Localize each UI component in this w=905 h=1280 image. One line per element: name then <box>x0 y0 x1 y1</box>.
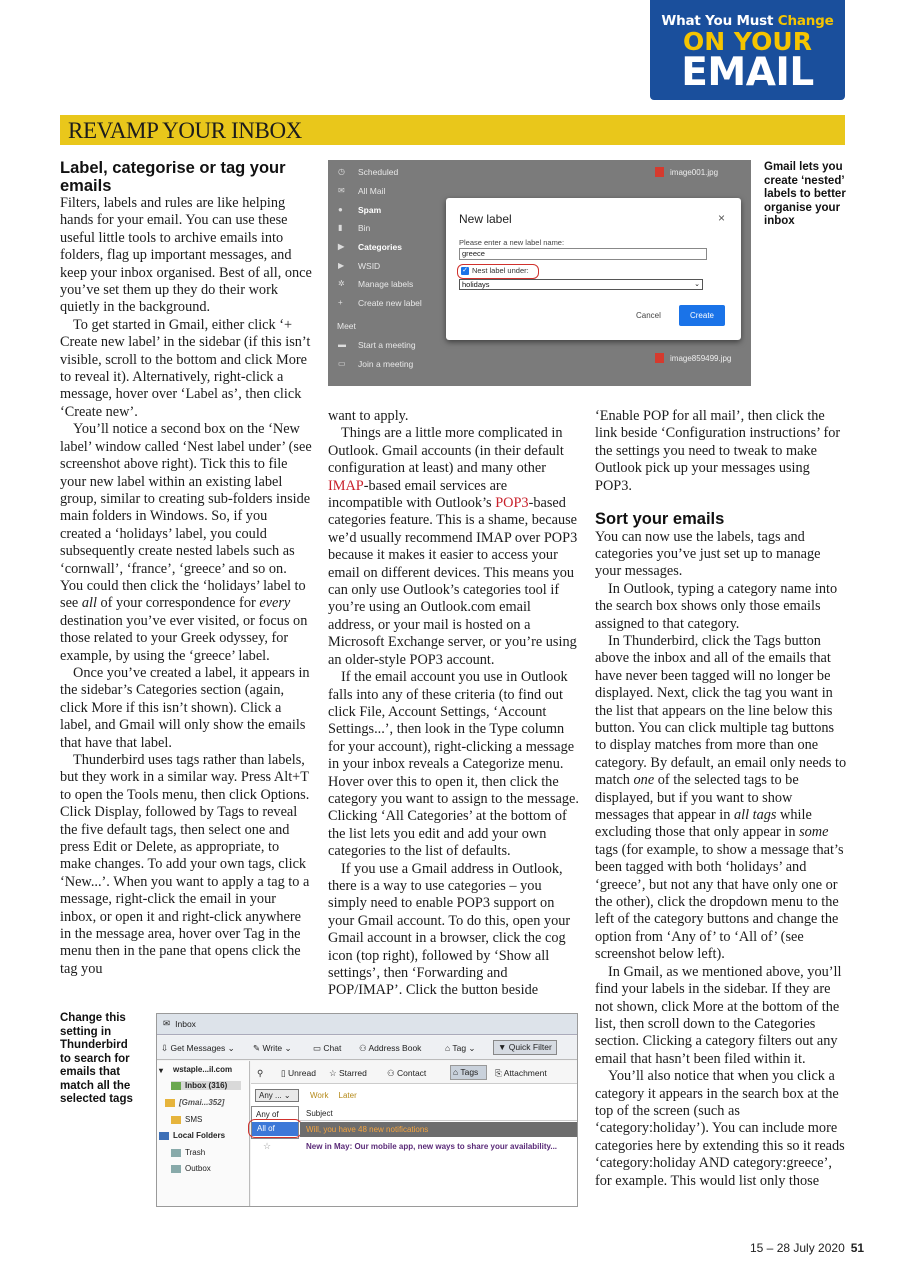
paragraph: Thunderbird uses tags rather than labels, but they work in a similar way. Press Alt+T to open the Tools menu, then click Options. Click Display, followed by Tags to reveal the five default tags, then select one and press Edit or Delete, as appropriate, to make changes. To add your own tags, click ‘New...’. When you want to apply a tag to a message, right-click the email in your inbox, or open it and right-click anywhere in the message area, hover over Tag in the menu then in the pane that opens click the tag you <box>60 752 310 977</box>
option-any-of[interactable]: Any of <box>256 1110 279 1119</box>
highlight-ring <box>248 1119 302 1138</box>
dialog-title: New label <box>459 212 512 226</box>
gear-icon: ✲ <box>338 279 345 288</box>
filter-attachment[interactable]: ⎘ Attachment <box>495 1068 547 1078</box>
tag-match-select[interactable]: Any ... ⌄ <box>255 1089 299 1102</box>
label-name-input[interactable]: greece <box>459 248 707 260</box>
account-folder[interactable]: ▾ wstaple...il.com <box>159 1065 233 1075</box>
filter-starred[interactable]: ☆ Starred <box>329 1068 367 1078</box>
sidebar-item-spam[interactable]: ● Spam <box>338 205 382 215</box>
new-label-dialog <box>446 198 741 340</box>
close-icon[interactable]: × <box>717 211 725 225</box>
sidebar-item-scheduled[interactable]: ◷ Scheduled <box>338 167 399 177</box>
gmail-sidebar <box>328 160 448 386</box>
subheading-sort-emails: Sort your emails <box>595 510 725 529</box>
section-badge <box>650 0 845 100</box>
imap-link: IMAP <box>328 477 364 494</box>
folder-sms[interactable]: SMS <box>171 1115 202 1124</box>
folder-icon <box>171 1116 181 1124</box>
paragraph: In Gmail, as we mentioned above, you’ll find your labels in the sidebar. If they are not shown, click More at the bottom of the list, then scroll down to the Categories section. Clicking a category filters out any email that hasn’t been filed within it. <box>595 963 842 1067</box>
parent-label-select[interactable]: holidays ⌄ <box>459 279 703 290</box>
paragraph: In Outlook, typing a category name into the search box shows only those emails assigned to that category. <box>595 580 838 632</box>
image-file-icon <box>655 167 664 177</box>
tab-inbox[interactable]: ✉ Inbox <box>163 1018 196 1029</box>
article-column-1 <box>60 160 312 978</box>
attachment-chip[interactable]: image001.jpg <box>655 167 718 177</box>
computer-icon <box>159 1132 169 1140</box>
video-icon: ▬ <box>338 340 346 349</box>
gmail-new-label-screenshot <box>328 160 751 386</box>
pop3-link: POP3 <box>495 495 529 512</box>
paragraph: want to apply. <box>328 408 409 424</box>
label-name-prompt: Please enter a new label name: <box>459 238 565 247</box>
paragraph: If you use a Gmail address in Outlook, there is a way to use categories – you simply need to enable POP3 support on your Gmail account. To do this, open your Gmail account in a browser, click the cog icon (top right), followed by ‘Show all settings’, then ‘Forwarding and POP/IMAP’. Click the button beside <box>328 860 571 999</box>
folder-trash[interactable]: Trash <box>171 1148 205 1157</box>
nest-label-checkbox[interactable]: ✓ Nest label under: <box>457 264 539 279</box>
pin-icon[interactable]: ⚲ <box>257 1068 264 1078</box>
tab-bar <box>157 1014 577 1035</box>
account-icon: ▾ <box>159 1065 164 1075</box>
quick-filter-bar <box>251 1061 578 1084</box>
meet-start[interactable]: ▬ Start a meeting <box>338 340 416 350</box>
paragraph: ‘Enable POP for all mail’, then click the link beside ‘Configuration instructions’ for the settings you need to tweak to make Outlook pick up your messages using POP3. <box>595 408 841 494</box>
create-button[interactable]: Create <box>679 305 725 326</box>
subheading-label-categorise: Label, categorise or tag your emails <box>60 159 286 195</box>
chat-button[interactable]: ▭ Chat <box>313 1043 342 1053</box>
inbox-folder-icon <box>171 1082 181 1090</box>
sidebar-item-manage-labels[interactable]: ✲ Manage labels <box>338 279 414 289</box>
inbox-icon: ✉ <box>163 1018 171 1028</box>
plus-icon: + <box>338 298 343 307</box>
badge-line1: What You Must Change <box>661 13 834 29</box>
trash-icon <box>171 1149 181 1157</box>
checkmark-icon: ✓ <box>462 267 468 274</box>
clock-icon: ◷ <box>338 167 345 176</box>
paragraph: Filters, labels and rules are like helping hands for your email. You can use these useful little tools to archive emails into folders, flag up important messages, and keep your inbox organised. Best of all, once you’ve set them up they do their work quietly in the background. <box>60 195 312 316</box>
image-file-icon <box>655 353 664 363</box>
star-icon[interactable]: ☆ <box>263 1141 272 1151</box>
address-book-button[interactable]: ⚇ Address Book <box>359 1043 422 1053</box>
outbox-icon <box>171 1165 181 1173</box>
get-messages-button[interactable]: ⇩ Get Messages ⌄ <box>161 1043 235 1053</box>
label-icon: ▶ <box>338 261 345 270</box>
paragraph: Once you’ve created a label, it appears in the sidebar’s Categories section (again, click More if this isn’t shown). Click a label, and Gmail will only show the emails that have that label. <box>60 664 310 751</box>
folio: 15 – 28 July 2020 51 <box>750 1241 865 1255</box>
caption-thunderbird-screenshot: Change this setting in Thunderbird to search for emails that match all the selected tags <box>60 1012 133 1105</box>
thunderbird-toolbar <box>157 1036 577 1060</box>
label-icon: ▶ <box>338 242 345 251</box>
folder-pane <box>157 1061 250 1207</box>
chevron-down-icon: ⌄ <box>694 281 700 288</box>
sidebar-item-create-label[interactable]: + Create new label <box>338 298 422 308</box>
folder-local-folders[interactable]: Local Folders <box>159 1131 225 1140</box>
sidebar-item-categories[interactable]: ▶ Categories <box>338 242 402 252</box>
paragraph: If the email account you use in Outlook falls into any of these criteria (to find out click File, Account Settings, ‘Account Settings...’, then look in the Type column for your account), right-clicking a message in your inbox reveals a Categorize menu. Hover over this to open it, then click the category you want to assign to the message. Clicking ‘All Categories’ at the bottom of the list lets you edit and add your own categories to the list of defaults. <box>328 669 579 860</box>
paragraph: Things are a little more complicated in Outlook. Gmail accounts (in their default configuration at least) and many other IMAP-based email services are incompatible with Outlook’s POP3-based categories feature. This is a shame, because we’d usually recommend IMAP over POP3 because it makes it easier to access your email on different devices. This means you can only use Outlook’s categories tool if you’re using an Outlook.com email address, or your mail is hosted on a Microsoft Exchange server, or you’re using an older-style POP3 account. <box>328 425 578 668</box>
spam-icon: ● <box>338 205 343 214</box>
tag-buttons[interactable]: Work Later <box>310 1091 357 1100</box>
paragraph: You can now use the labels, tags and categories you’ve just set up to manage your messages. <box>595 528 821 580</box>
filter-contact[interactable]: ⚇ Contact <box>387 1068 427 1078</box>
filter-tags[interactable]: ⌂ Tags <box>450 1065 487 1080</box>
keyboard-icon: ▭ <box>338 359 346 368</box>
folder-inbox[interactable]: Inbox (316) <box>171 1081 241 1090</box>
section-banner: REVAMP YOUR INBOX <box>60 115 845 145</box>
sidebar-item-wsid[interactable]: ▶ WSID <box>338 261 381 271</box>
paragraph: You’ll also notice that when you click a category it appears in the search box at the top of the screen (such as ‘category:holiday’). You can include more categories here by extending this so it reads ‘category:holiday AND category:greece’, for example. This would list only those <box>595 1068 845 1189</box>
folder-outbox[interactable]: Outbox <box>171 1164 211 1173</box>
paragraph: You’ll notice a second box on the ‘New label’ window called ‘Nest label under’ (see screenshot above right). Tick this to file your new label within an existing label group, similar to creating sub-folders inside main folders in Windows. So, if you created a ‘holidays’ label, you could subsequently create nested labels such as ‘cornwall’, ‘france’, ‘greece’ and so on. You could then click the ‘holidays’ label to see all of your correspondence for every destination you’ve ever visited, or focus on those related to your Greek odyssey, for example, by using the ‘greece’ label. <box>60 421 312 664</box>
message-row[interactable]: New in May: Our mobile app, new ways to share your availability... <box>306 1142 558 1151</box>
paragraph: In Thunderbird, click the Tags button above the inbox and all of the emails that have never been tagged will no longer be displayed. Next, click the tag you want in the list that appears on the line below this button. You can click multiple tag buttons to display matches from more than one category. By default, an email only needs to match one of the selected tags to be displayed, but if you want to show messages that appear in all tags while excluding those that only appear in some tags (for example, to show a message that’s been tagged with both ‘holidays’ and ‘greece’, but not any that have only one or the other), click the dropdown menu to the left of the category buttons and change the option from ‘Any of’ to ‘All of’ (see screenshot below left). <box>595 632 847 963</box>
mail-icon: ✉ <box>338 186 345 195</box>
folder-gmail[interactable]: [Gmai...352] <box>165 1098 224 1107</box>
article-column-2 <box>328 408 580 1000</box>
folder-icon <box>165 1099 175 1107</box>
message-row[interactable]: Will, you have 48 new notifications <box>300 1122 578 1137</box>
badge-line3: EMAIL <box>681 50 814 95</box>
meet-join[interactable]: ▭ Join a meeting <box>338 359 414 369</box>
filter-icon: ▼ <box>498 1042 507 1052</box>
column-header-subject[interactable]: Subject <box>300 1107 578 1121</box>
article-column-3 <box>595 408 847 1190</box>
caption-gmail-screenshot: Gmail lets you create ‘nested’ labels to better organise your inbox <box>764 161 846 227</box>
sidebar-item-bin[interactable]: ▮ Bin <box>338 223 371 233</box>
bin-icon: ▮ <box>338 223 343 232</box>
write-button[interactable]: ✎ Write ⌄ <box>253 1043 292 1053</box>
paragraph: To get started in Gmail, either click ‘+ Create new label’ in the sidebar (if this isn’t visible, scroll to the bottom and click More to reveal it). Alternatively, right-click a message, hover over ‘Label as’, then click ‘Create new’. <box>60 316 311 420</box>
quick-filter-button[interactable]: ▼ Quick Filter <box>493 1040 557 1055</box>
meet-heading: Meet <box>337 321 356 331</box>
option-all-of[interactable]: All of <box>252 1122 298 1136</box>
attachment-chip[interactable]: image859499.jpg <box>655 353 731 363</box>
thunderbird-screenshot <box>156 1013 578 1207</box>
filter-unread[interactable]: ▯ Unread <box>281 1068 316 1078</box>
sidebar-item-all-mail[interactable]: ✉ All Mail <box>338 186 386 196</box>
badge-line2: ON YOUR <box>683 27 812 56</box>
cancel-button[interactable]: Cancel <box>636 311 661 320</box>
message-pane <box>251 1061 578 1207</box>
tag-button[interactable]: ⌂ Tag ⌄ <box>445 1043 476 1053</box>
